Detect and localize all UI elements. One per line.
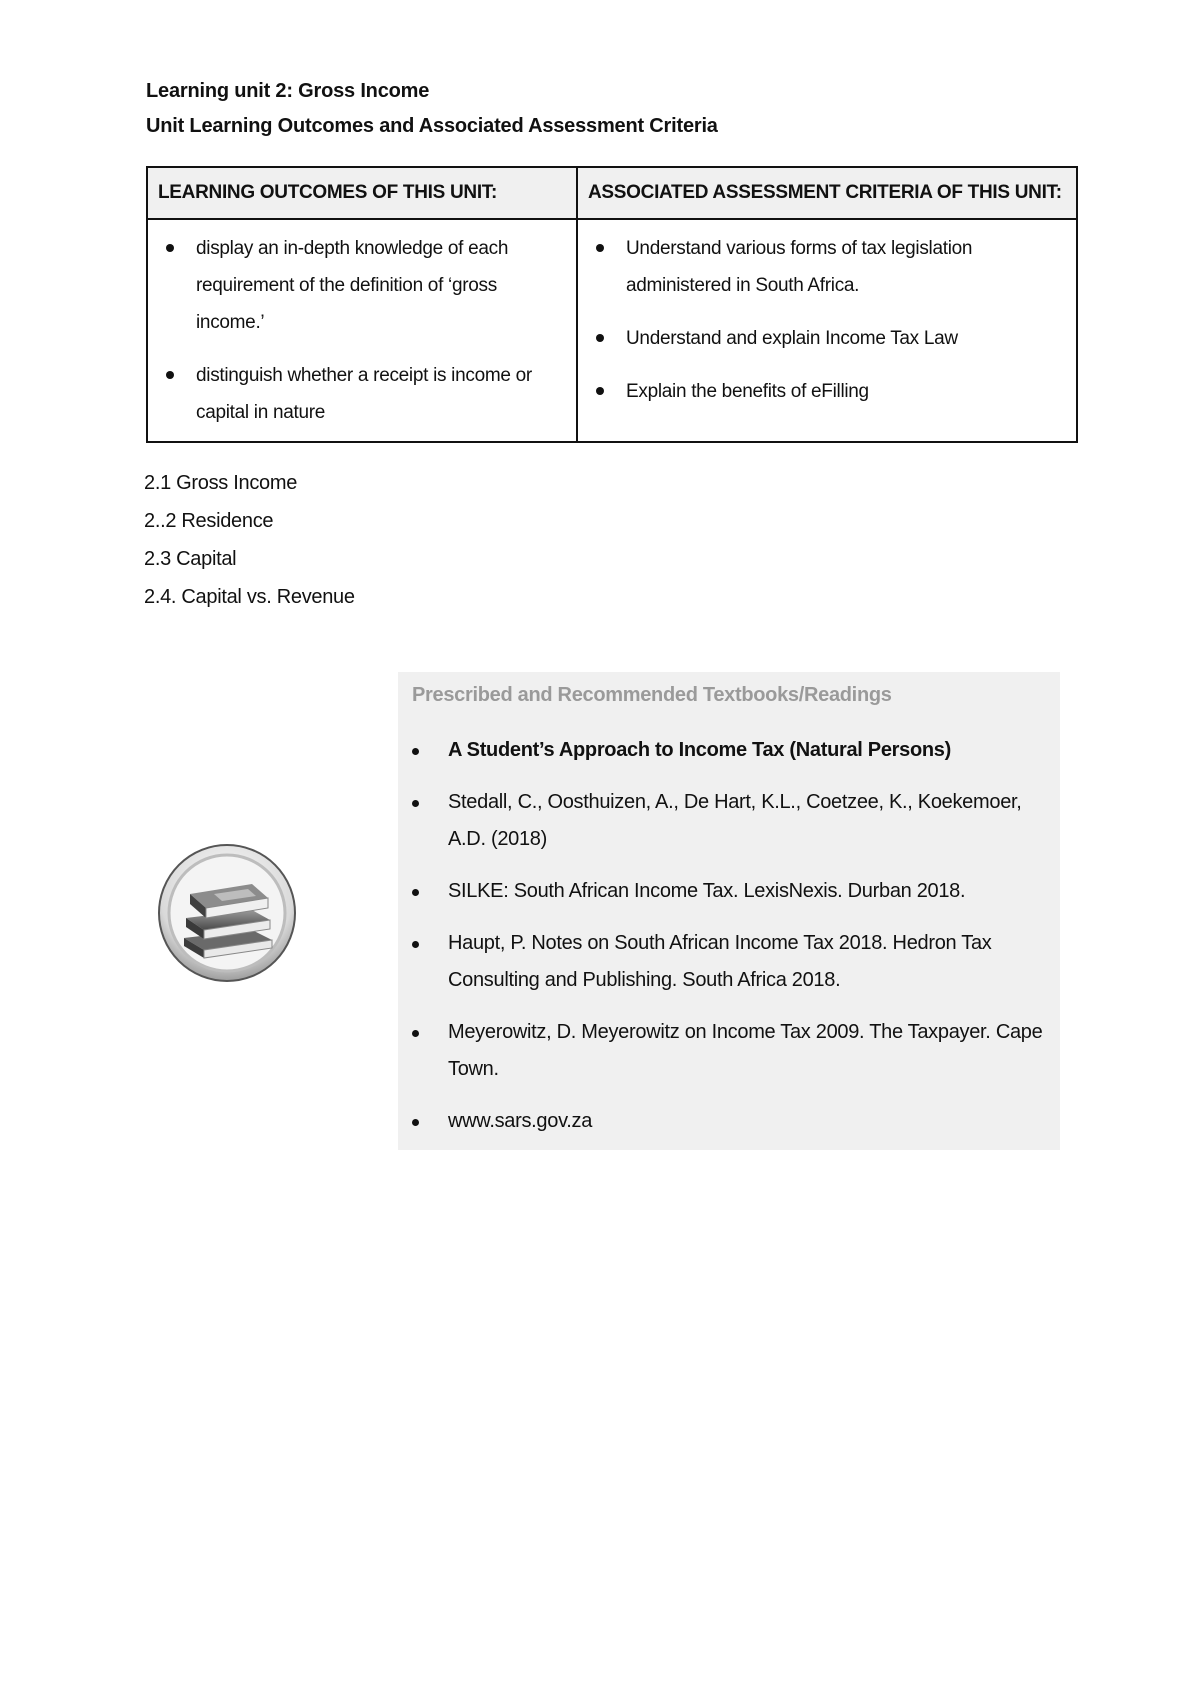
- books-icon: [156, 842, 298, 984]
- readings-title: Prescribed and Recommended Textbooks/Readings: [412, 684, 892, 706]
- section-item: 2.3 Capital: [144, 548, 237, 570]
- criteria-item: Explain the benefits of eFilling: [588, 373, 1066, 410]
- section-item: 2.1 Gross Income: [144, 472, 298, 494]
- bullet-icon: [166, 371, 174, 379]
- reading-item: Stedall, C., Oosthuizen, A., De Hart, K.L., Coetzee, K., Koekemoer, A.D. (2018): [398, 784, 1060, 858]
- outcomes-header: LEARNING OUTCOMES OF THIS UNIT:: [147, 167, 577, 219]
- bullet-icon: [596, 334, 604, 342]
- bullet-icon: [596, 387, 604, 395]
- bullet-icon: [412, 941, 419, 948]
- bullet-icon: [412, 748, 419, 755]
- unit-title: Learning unit 2: Gross Income: [146, 80, 430, 102]
- unit-subtitle: Unit Learning Outcomes and Associated Assessment Criteria: [146, 115, 718, 137]
- bullet-icon: [166, 244, 174, 252]
- bullet-icon: [596, 244, 604, 252]
- reading-item: Meyerowitz, D. Meyerowitz on Income Tax 2009. The Taxpayer. Cape Town.: [398, 1014, 1060, 1088]
- reading-item: SILKE: South African Income Tax. LexisNexis. Durban 2018.: [398, 873, 1060, 910]
- criteria-cell: [577, 219, 1077, 442]
- outcome-item: display an in-depth knowledge of each requirement of the definition of ‘gross income.’: [158, 230, 566, 341]
- outcome-item: distinguish whether a receipt is income or capital in nature: [158, 357, 566, 431]
- outcomes-cell: [147, 219, 577, 442]
- bullet-icon: [412, 1119, 419, 1126]
- readings-box: [398, 672, 1060, 1150]
- bullet-icon: [412, 889, 419, 896]
- section-item: 2.4. Capital vs. Revenue: [144, 586, 355, 608]
- bullet-icon: [412, 800, 419, 807]
- outcomes-table: [146, 166, 1078, 443]
- section-list: [144, 468, 355, 620]
- criteria-item: Understand and explain Income Tax Law: [588, 320, 1066, 357]
- criteria-item: Understand various forms of tax legislation administered in South Africa.: [588, 230, 1066, 304]
- section-item: 2..2 Residence: [144, 510, 274, 532]
- reading-item: Haupt, P. Notes on South African Income Tax 2018. Hedron Tax Consulting and Publishing. South Africa 2018.: [398, 925, 1060, 999]
- reading-item: A Student’s Approach to Income Tax (Natural Persons): [398, 732, 1060, 769]
- criteria-header: ASSOCIATED ASSESSMENT CRITERIA OF THIS UNIT:: [577, 167, 1077, 219]
- bullet-icon: [412, 1030, 419, 1037]
- reading-link[interactable]: www.sars.gov.za: [398, 1103, 1060, 1140]
